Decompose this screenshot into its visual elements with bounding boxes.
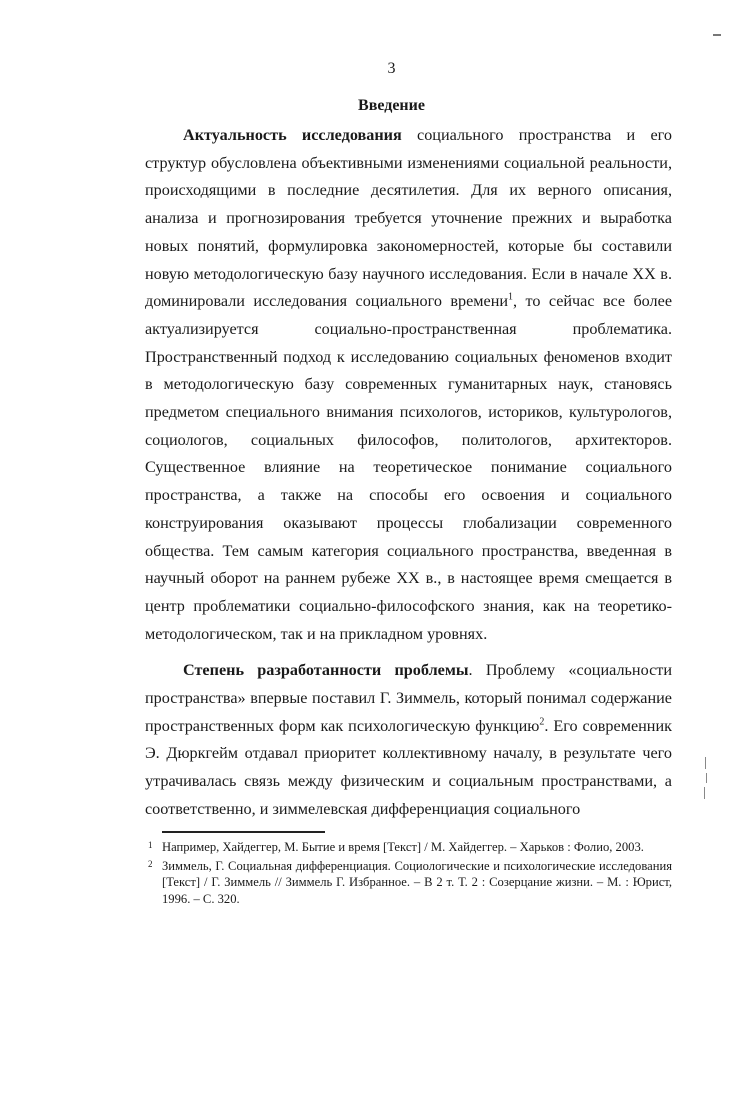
footnote-mark: 2 xyxy=(148,858,153,869)
paragraph-text: . Проблему «социальности пространства» впервые поставил Г. Зиммель, который понимал содержание пространственных форм как психологическую функцию xyxy=(145,661,672,735)
paragraph-relevance xyxy=(145,122,672,648)
footnotes xyxy=(148,839,672,909)
page-number: 3 xyxy=(387,60,396,77)
scan-margin-marks xyxy=(703,757,709,801)
scan-corner-mark xyxy=(713,34,721,36)
body-text xyxy=(145,122,672,824)
paragraph-text: , то сейчас все более актуализируется социально-пространственная проблематика. Пространственный подход к исследованию социальных феноменов входит в методологическую базу современных гуманитарных наук, становясь предметом специального внимания психологов, историков, культурологов, социологов, социальных философов, политологов, архитекторов. Существенное влияние на теоретическое понимание социального пространства, а также на способы его освоения и социального конструирования оказывают процессы глобализации современного общества. Тем самым категория социального пространства, введенная в научный оборот на раннем рубеже XX в., в настоящее время смещается в центр проблематики социально-философского знания, как на теоретико-методологическом, так и на прикладном уровнях. xyxy=(145,292,673,643)
footnote-reference: 1 xyxy=(508,291,514,303)
footnote-reference: 2 xyxy=(539,716,545,728)
footnote-item xyxy=(148,858,672,908)
section-title: Введение xyxy=(358,97,425,114)
footnote-text: Например, Хайдеггер, М. Бытие и время [Текст] / М. Хайдеггер. – Харьков : Фолио, 2003. xyxy=(162,840,644,854)
paragraph-lead-relevance: Актуальность исследования xyxy=(183,126,402,144)
footnote-mark: 1 xyxy=(148,840,153,850)
footnote-separator xyxy=(162,831,325,833)
paragraph-text: . Его современник Э. Дюркгейм отдавал приоритет коллективному началу, в результате чего утрачивалась связь между физическим и социальным пространствами, а соответственно, и зиммелевская дифференциация социального xyxy=(145,716,672,818)
footnote-item xyxy=(148,839,672,856)
paragraph-development xyxy=(145,657,672,823)
paragraph-text: социального пространства и его структур обусловлена объективными изменениями социальной реальности, происходящими в последние десятилетия. Для их верного описания, анализа и прогнозирования требуется уточнение прежних и выработка новых понятий, формулировка закономерностей, которые бы составили новую методологическую базу научного исследования. Если в начале XX в. доминировали исследования социального времени xyxy=(145,126,672,311)
paragraph-lead-development: Степень разработанности проблемы xyxy=(183,661,469,680)
footnote-text: Зиммель, Г. Социальная дифференциация. Социологические и психологические исследования [Текст] / Г. Зиммель // Зиммель Г. Избранное. – В 2 т. Т. 2 : Созерцание жизни. – М. : Юрист, 1996. – С. 320. xyxy=(162,858,672,906)
